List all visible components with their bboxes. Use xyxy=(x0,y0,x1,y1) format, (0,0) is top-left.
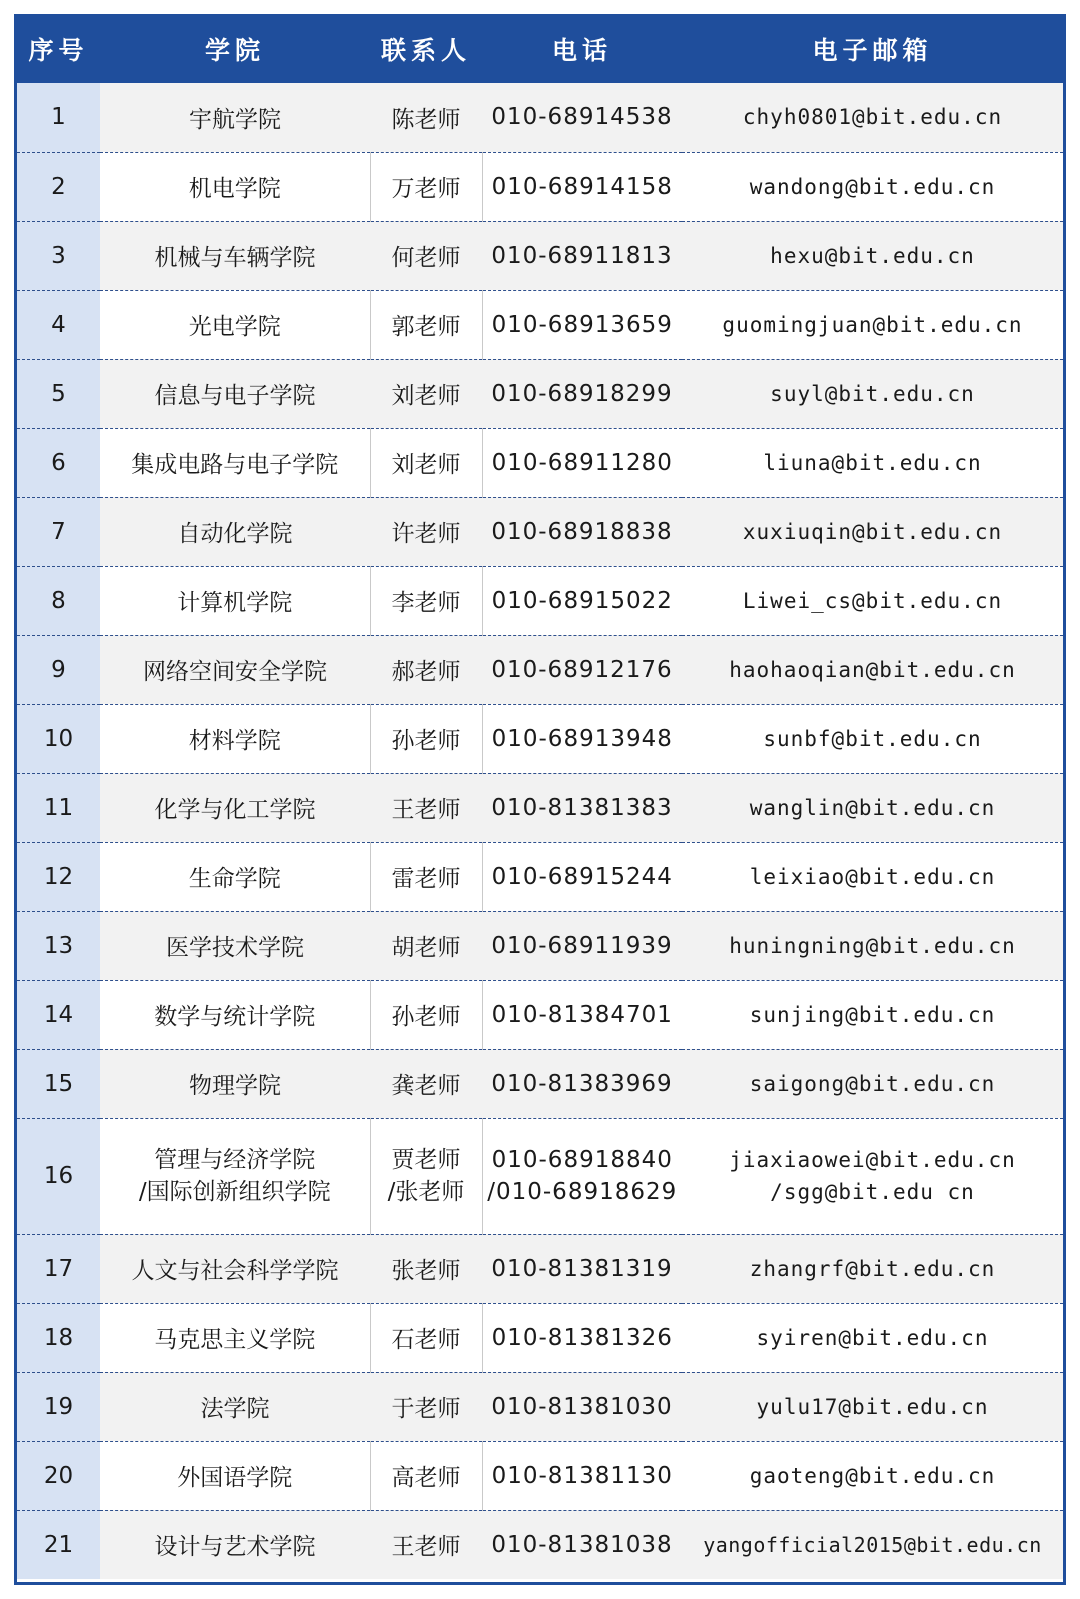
row-index-cell: 18 xyxy=(17,1303,100,1372)
table-row xyxy=(17,911,1063,980)
phone-cell-line-1: 010-68918840 xyxy=(491,1147,673,1173)
header-email: 电子邮箱 xyxy=(682,14,1063,83)
email-cell: yangofficial2015@bit.edu.cn xyxy=(682,1510,1063,1579)
contact-cell: 石老师 xyxy=(370,1303,482,1372)
row-index-cell: 15 xyxy=(17,1049,100,1118)
college-cell: 网络空间安全学院 xyxy=(100,635,370,704)
contact-cell: 胡老师 xyxy=(370,911,482,980)
phone-cell: 010-68911939 xyxy=(482,911,682,980)
row-index-cell: 11 xyxy=(17,773,100,842)
phone-cell: 010-81381030 xyxy=(482,1372,682,1441)
row-index-cell: 2 xyxy=(17,152,100,221)
email-cell: suyl@bit.edu.cn xyxy=(682,359,1063,428)
row-index-cell: 10 xyxy=(17,704,100,773)
college-cell xyxy=(100,1118,370,1234)
row-index-cell: 13 xyxy=(17,911,100,980)
table-row xyxy=(17,842,1063,911)
contact-cell: 龚老师 xyxy=(370,1049,482,1118)
email-cell: sunjing@bit.edu.cn xyxy=(682,980,1063,1049)
phone-cell: 010-68914158 xyxy=(482,152,682,221)
table-row xyxy=(17,1118,1063,1234)
email-cell: gaoteng@bit.edu.cn xyxy=(682,1441,1063,1510)
table-row xyxy=(17,497,1063,566)
contact-cell: 陈老师 xyxy=(370,83,482,152)
header-phone: 电话 xyxy=(482,14,682,83)
phone-cell-line-2: /010-68918629 xyxy=(487,1179,678,1205)
college-cell: 人文与社会科学学院 xyxy=(100,1234,370,1303)
email-cell: xuxiuqin@bit.edu.cn xyxy=(682,497,1063,566)
row-index-cell: 9 xyxy=(17,635,100,704)
email-cell: guomingjuan@bit.edu.cn xyxy=(682,290,1063,359)
phone-cell: 010-81381038 xyxy=(482,1510,682,1579)
college-cell: 宇航学院 xyxy=(100,83,370,152)
contact-cell: 许老师 xyxy=(370,497,482,566)
phone-cell: 010-68915244 xyxy=(482,842,682,911)
college-cell-line-1: 管理与经济学院 xyxy=(154,1147,316,1173)
row-index-cell: 21 xyxy=(17,1510,100,1579)
table-row xyxy=(17,1303,1063,1372)
email-cell: Liwei_cs@bit.edu.cn xyxy=(682,566,1063,635)
contact-cell: 孙老师 xyxy=(370,704,482,773)
phone-cell: 010-68918838 xyxy=(482,497,682,566)
phone-cell: 010-81381319 xyxy=(482,1234,682,1303)
college-cell: 物理学院 xyxy=(100,1049,370,1118)
table-row xyxy=(17,221,1063,290)
email-cell-line-2: /sgg@bit.edu cn xyxy=(770,1180,975,1204)
phone-cell: 010-68918299 xyxy=(482,359,682,428)
phone-cell: 010-81381326 xyxy=(482,1303,682,1372)
college-cell: 信息与电子学院 xyxy=(100,359,370,428)
phone-cell: 010-68914538 xyxy=(482,83,682,152)
contact-cell: 李老师 xyxy=(370,566,482,635)
email-cell: leixiao@bit.edu.cn xyxy=(682,842,1063,911)
contact-cell: 刘老师 xyxy=(370,428,482,497)
table-row xyxy=(17,635,1063,704)
college-cell: 计算机学院 xyxy=(100,566,370,635)
email-cell-line-1: jiaxiaowei@bit.edu.cn xyxy=(729,1148,1016,1172)
phone-cell: 010-68911280 xyxy=(482,428,682,497)
row-index-cell: 3 xyxy=(17,221,100,290)
contact-cell: 张老师 xyxy=(370,1234,482,1303)
phone-cell: 010-81383969 xyxy=(482,1049,682,1118)
table-row xyxy=(17,290,1063,359)
contact-cell: 郭老师 xyxy=(370,290,482,359)
row-index-cell: 4 xyxy=(17,290,100,359)
row-index-cell: 7 xyxy=(17,497,100,566)
phone-cell: 010-68913948 xyxy=(482,704,682,773)
table-row xyxy=(17,704,1063,773)
row-index-cell: 5 xyxy=(17,359,100,428)
college-cell: 马克思主义学院 xyxy=(100,1303,370,1372)
email-cell: liuna@bit.edu.cn xyxy=(682,428,1063,497)
phone-cell: 010-81381130 xyxy=(482,1441,682,1510)
email-cell: chyh0801@bit.edu.cn xyxy=(682,83,1063,152)
college-cell: 医学技术学院 xyxy=(100,911,370,980)
college-cell: 外国语学院 xyxy=(100,1441,370,1510)
table-row xyxy=(17,1234,1063,1303)
contact-cell: 何老师 xyxy=(370,221,482,290)
header-contact: 联系人 xyxy=(370,14,482,83)
contact-cell: 王老师 xyxy=(370,1510,482,1579)
table-row xyxy=(17,83,1063,152)
table-row xyxy=(17,428,1063,497)
college-cell: 集成电路与电子学院 xyxy=(100,428,370,497)
contact-cell: 郝老师 xyxy=(370,635,482,704)
contact-cell: 于老师 xyxy=(370,1372,482,1441)
college-cell: 光电学院 xyxy=(100,290,370,359)
email-cell xyxy=(682,1118,1063,1234)
table-row xyxy=(17,1049,1063,1118)
email-cell: hexu@bit.edu.cn xyxy=(682,221,1063,290)
table-row xyxy=(17,1441,1063,1510)
phone-cell: 010-68912176 xyxy=(482,635,682,704)
contact-table-frame xyxy=(14,14,1066,1585)
row-index-cell: 12 xyxy=(17,842,100,911)
row-index-cell: 16 xyxy=(17,1118,100,1234)
email-cell: saigong@bit.edu.cn xyxy=(682,1049,1063,1118)
college-cell: 设计与艺术学院 xyxy=(100,1510,370,1579)
phone-cell xyxy=(482,1118,682,1234)
row-index-cell: 6 xyxy=(17,428,100,497)
row-index-cell: 17 xyxy=(17,1234,100,1303)
phone-cell: 010-81381383 xyxy=(482,773,682,842)
contact-cell: 刘老师 xyxy=(370,359,482,428)
college-cell: 化学与化工学院 xyxy=(100,773,370,842)
contact-cell: 雷老师 xyxy=(370,842,482,911)
table-row xyxy=(17,1510,1063,1579)
college-cell: 自动化学院 xyxy=(100,497,370,566)
header-index: 序号 xyxy=(17,14,100,83)
email-cell: syiren@bit.edu.cn xyxy=(682,1303,1063,1372)
email-cell: wanglin@bit.edu.cn xyxy=(682,773,1063,842)
contact-cell xyxy=(370,1118,482,1234)
phone-cell: 010-68913659 xyxy=(482,290,682,359)
email-cell: zhangrf@bit.edu.cn xyxy=(682,1234,1063,1303)
contact-cell-line-1: 贾老师 xyxy=(391,1147,461,1173)
contact-cell: 王老师 xyxy=(370,773,482,842)
email-cell: wandong@bit.edu.cn xyxy=(682,152,1063,221)
table-row xyxy=(17,152,1063,221)
table-row xyxy=(17,980,1063,1049)
email-cell: haohaoqian@bit.edu.cn xyxy=(682,635,1063,704)
contact-table xyxy=(17,14,1063,1579)
email-cell: huningning@bit.edu.cn xyxy=(682,911,1063,980)
contact-cell: 万老师 xyxy=(370,152,482,221)
table-row xyxy=(17,566,1063,635)
email-cell: yulu17@bit.edu.cn xyxy=(682,1372,1063,1441)
row-index-cell: 19 xyxy=(17,1372,100,1441)
college-cell: 法学院 xyxy=(100,1372,370,1441)
college-cell: 生命学院 xyxy=(100,842,370,911)
college-cell: 数学与统计学院 xyxy=(100,980,370,1049)
phone-cell: 010-68911813 xyxy=(482,221,682,290)
college-cell-line-2: /国际创新组织学院 xyxy=(138,1179,331,1205)
table-row xyxy=(17,773,1063,842)
table-row xyxy=(17,1372,1063,1441)
contact-cell: 高老师 xyxy=(370,1441,482,1510)
row-index-cell: 14 xyxy=(17,980,100,1049)
phone-cell: 010-81384701 xyxy=(482,980,682,1049)
college-cell: 材料学院 xyxy=(100,704,370,773)
header-college: 学院 xyxy=(100,14,370,83)
row-index-cell: 20 xyxy=(17,1441,100,1510)
college-cell: 机电学院 xyxy=(100,152,370,221)
table-header-row xyxy=(17,14,1063,83)
phone-cell: 010-68915022 xyxy=(482,566,682,635)
college-cell: 机械与车辆学院 xyxy=(100,221,370,290)
contact-cell-line-2: /张老师 xyxy=(387,1179,465,1205)
contact-cell: 孙老师 xyxy=(370,980,482,1049)
row-index-cell: 8 xyxy=(17,566,100,635)
row-index-cell: 1 xyxy=(17,83,100,152)
table-row xyxy=(17,359,1063,428)
email-cell: sunbf@bit.edu.cn xyxy=(682,704,1063,773)
